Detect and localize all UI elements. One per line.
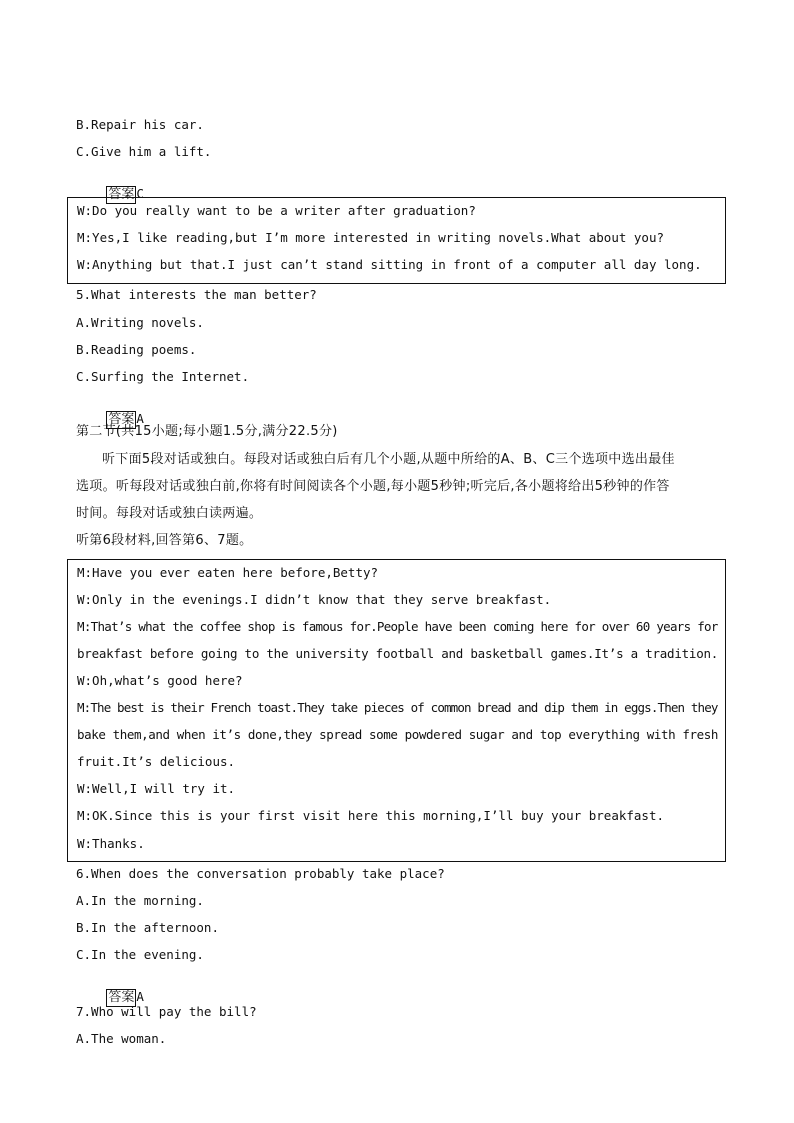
answer-value: A <box>136 989 144 1004</box>
dialog-line: M:Have you ever eaten here before,Betty? <box>77 565 379 580</box>
dialog-line: W:Anything but that.I just can’t stand sitting in front of a computer all day long. <box>77 257 702 272</box>
answer-tag: 答案 <box>108 412 135 427</box>
material-6-heading: 听第6段材料,回答第6、7题。 <box>76 533 253 548</box>
dialog-line: W:Thanks. <box>77 836 145 851</box>
dialog-5-box <box>67 197 726 284</box>
q7-option-a: A.The woman. <box>76 1031 167 1046</box>
dialog-line: W:Only in the evenings.I didn’t know that they serve breakfast. <box>77 592 552 607</box>
answer-value: C <box>136 186 144 201</box>
dialog-line: M:Yes,I like reading,but I’m more interested in writing novels.What about you? <box>77 230 664 245</box>
q4-option-c: C.Give him a lift. <box>76 144 212 159</box>
answer-tag: 答案 <box>108 187 135 202</box>
q6-option-a: A.In the morning. <box>76 893 204 908</box>
q5-option-b: B.Reading poems. <box>76 342 197 357</box>
section-2-instructions-line1: 听下面5段对话或独白。每段对话或独白后有几个小题,从题中所给的A、B、C三个选项中选出最佳 <box>102 452 675 467</box>
dialog-line: M:OK.Since this is your first visit here this morning,I’ll buy your breakfast. <box>77 808 664 823</box>
section-2-instructions-line2: 选项。听每段对话或独白前,你将有时间阅读各个小题,每小题5秒钟;听完后,各小题将给出5秒钟的作答 <box>76 479 670 494</box>
q6-question: 6.When does the conversation probably take place? <box>76 866 445 881</box>
dialog-line: bake them,and when it’s done,they spread some powdered sugar and top everything with fresh <box>77 727 718 742</box>
answer-value: A <box>136 411 144 426</box>
q4-option-b: B.Repair his car. <box>76 117 204 132</box>
dialog-line: W:Oh,what’s good here? <box>77 673 243 688</box>
q6-option-b: B.In the afternoon. <box>76 920 219 935</box>
q5-option-a: A.Writing novels. <box>76 315 204 330</box>
dialog-line: M:That’s what the coffee shop is famous for.People have been coming here for over 60 years for <box>77 619 718 634</box>
dialog-line: W:Do you really want to be a writer after graduation? <box>77 203 476 218</box>
dialog-6-box <box>67 559 726 862</box>
dialog-line: M:The best is their French toast.They take pieces of common bread and dip them in eggs.Then they <box>77 700 718 715</box>
dialog-line: breakfast before going to the university football and basketball games.It’s a tradition. <box>77 646 719 661</box>
dialog-line: fruit.It’s delicious. <box>77 754 236 769</box>
section-2-heading: 第二节(共15小题;每小题1.5分,满分22.5分) <box>76 424 338 439</box>
q5-option-c: C.Surfing the Internet. <box>76 369 250 384</box>
q6-option-c: C.In the evening. <box>76 947 204 962</box>
dialog-line: W:Well,I will try it. <box>77 781 236 796</box>
q5-question: 5.What interests the man better? <box>76 287 317 302</box>
section-2-instructions-line3: 时间。每段对话或独白读两遍。 <box>76 506 263 521</box>
answer-tag: 答案 <box>108 990 135 1005</box>
q7-question: 7.Who will pay the bill? <box>76 1004 257 1019</box>
